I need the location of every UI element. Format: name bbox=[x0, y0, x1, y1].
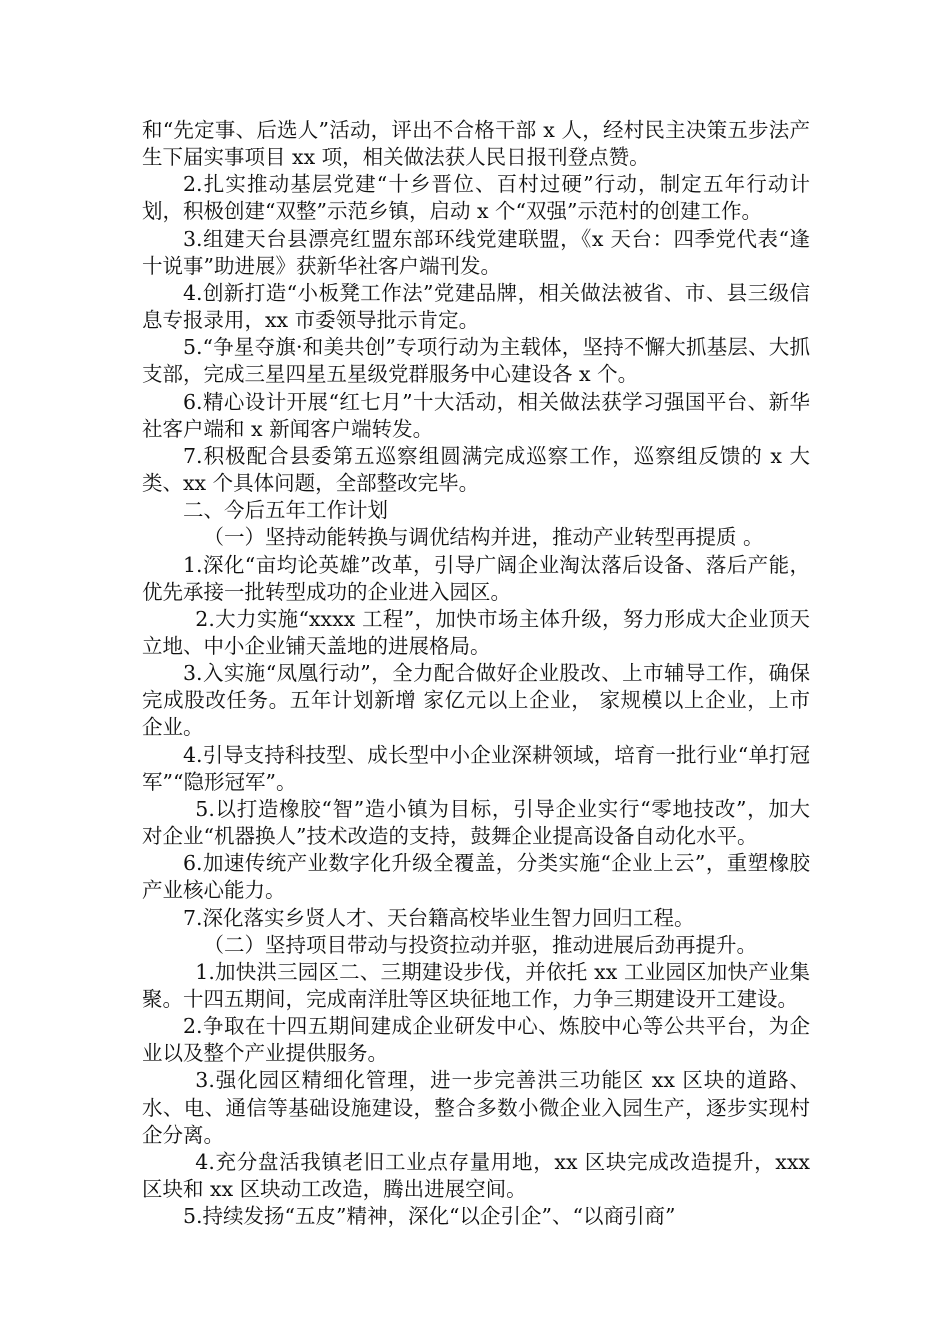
paragraph-7: 7.积极配合县委第五巡察组圆满完成巡察工作，巡察组反馈的 x 大类、xx 个具体问题，全部整改完毕。 bbox=[142, 443, 810, 496]
paragraph-17: 3.强化园区精细化管理，进一步完善洪三功能区 xx 区块的道路、水、电、通信等基础设施建设，整合多数小微企业入园生产，逐步实现村企分离。 bbox=[142, 1068, 810, 1147]
paragraph-6: 6.精心设计开展“红七月”十大活动，相关做法获学习强国平台、新华社客户端和 x 新闻客户端转发。 bbox=[142, 389, 810, 441]
subsection-heading-2: （二）坚持项目带动与投资拉动并驱，推动进展后劲再提升。 bbox=[203, 932, 757, 957]
paragraph-14: 7.深化落实乡贤人才、天台籍高校毕业生智力回归工程。 bbox=[183, 905, 695, 930]
subsection-heading-1: （一）坚持动能转换与调优结构并进，推动产业转型再提质 。 bbox=[203, 525, 764, 550]
paragraph-18: 4.充分盘活我镇老旧工业点存量用地，xx 区块完成改造提升，xxx 区块和 xx 区块动工改造，腾出进展空间。 bbox=[142, 1149, 810, 1202]
section-heading-2: 二、今后五年工作计划 bbox=[183, 498, 388, 523]
paragraph-2: 2.扎实推动基层党建“十乡晋位、百村过硬”行动，制定五年行动计划，积极创建“双整”示范乡镇，启动 x 个“双强”示范村的创建工作。 bbox=[142, 172, 810, 224]
paragraph-3: 3.组建天台县漂亮红盟东部环线党建联盟，《x 天台：四季党代表“逢十说事”助进展》获新华社客户端刊发。 bbox=[142, 226, 810, 278]
paragraph-13: 6.加速传统产业数字化升级全覆盖，分类实施“企业上云”，重塑橡胶产业核心能力。 bbox=[142, 851, 810, 903]
document-body bbox=[142, 117, 810, 1230]
paragraph-5: 5.“争星夺旗·和美共创”专项行动为主载体，坚持不懈大抓基层、大抓支部，完成三星四星五星级党群服务中心建设各 x 个。 bbox=[142, 335, 810, 387]
paragraph-16: 2.争取在十四五期间建成企业研发中心、炼胶中心等公共平台，为企业以及整个产业提供服务。 bbox=[142, 1014, 810, 1066]
paragraph-12: 5.以打造橡胶“智”造小镇为目标，引导企业实行“零地技改”，加大对企业“机器换人”技术改造的支持，鼓舞企业提高设备自动化水平。 bbox=[142, 796, 810, 849]
paragraph-11: 4.引导支持科技型、成长型中小企业深耕领域，培育一批行业“单打冠军”“隐形冠军”。 bbox=[142, 742, 810, 794]
paragraph-1: 和“先定事、后选人”活动，评出不合格干部 x 人，经村民主决策五步法产生下届实事项目 xx 项，相关做法获人民日报刊登点赞。 bbox=[142, 118, 810, 170]
paragraph-10: 3.入实施“凤凰行动”，全力配合做好企业股改、上市辅导工作，确保完成股改任务。五年计划新增 家亿元以上企业， 家规模以上企业，上市企业。 bbox=[142, 661, 810, 740]
paragraph-19: 5.持续发扬“五皮”精神，深化“以企引企”、“以商引商” bbox=[183, 1204, 676, 1229]
paragraph-4: 4.创新打造“小板凳工作法”党建品牌，相关做法被省、市、县三级信息专报录用，xx 市委领导批示肯定。 bbox=[142, 280, 810, 333]
paragraph-15: 1.加快洪三园区二、三期建设步伐，并依托 xx 工业园区加快产业集聚。十四五期间，完成南洋肚等区块征地工作，力争三期建设开工建设。 bbox=[142, 959, 810, 1011]
paragraph-9: 2.大力实施“xxxx 工程”，加快市场主体升级，努力形成大企业顶天立地、中小企业铺天盖地的进展格局。 bbox=[142, 606, 810, 658]
paragraph-8: 1.深化“亩均论英雄”改革，引导广阔企业淘汰落后设备、落后产能，优先承接一批转型成功的企业进入园区。 bbox=[142, 552, 810, 604]
